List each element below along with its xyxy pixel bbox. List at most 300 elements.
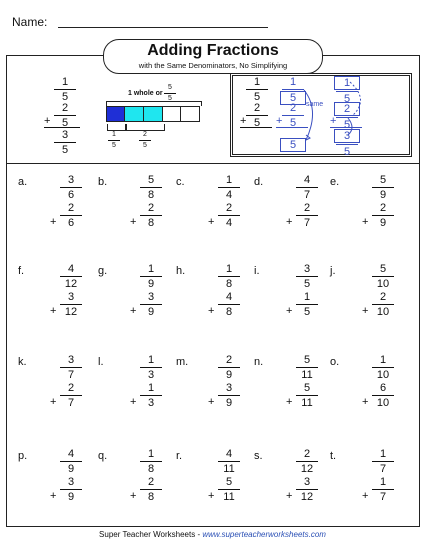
fraction-bar [218,215,240,216]
fraction [370,354,396,381]
denominator: 7 [67,397,75,409]
problem-label: d. [254,176,264,188]
problem-label: s. [254,450,263,462]
problem-label: k. [18,356,27,368]
denominator: 9 [147,278,155,290]
fraction-bar [139,140,151,141]
denominator: 8 [225,306,233,318]
denominator: 5 [303,278,311,290]
fraction-bar [60,461,82,462]
numerator: 2 [147,476,155,488]
numerator: 3 [303,263,311,275]
numerator: 4 [67,263,75,275]
answer-area[interactable] [370,506,398,528]
plus-sign: + [50,396,57,408]
answer-area[interactable] [58,412,86,434]
problem-label: f. [18,265,25,277]
bar-cell-empty [180,106,200,122]
fraction [370,174,396,201]
answer-area[interactable] [138,321,166,343]
arrow-result [348,118,352,135]
bar-mark-fraction [106,131,122,150]
denominator: 5 [253,117,261,129]
bar-cell-filled [124,106,144,122]
numerator: 3 [67,476,75,488]
problem-item [330,450,400,530]
denominator: 9 [225,397,233,409]
fraction-bar [218,489,240,490]
numerator: 4 [225,448,233,460]
numerator: 3 [147,291,155,303]
bar-label: 1 whole or [128,90,163,97]
plus-sign: + [276,115,283,127]
problem-item [18,265,88,345]
numerator: 4 [225,291,233,303]
name-field[interactable] [58,27,268,28]
answer-area[interactable] [138,232,166,254]
fraction [138,382,164,409]
denominator: 5 [343,93,351,105]
numerator: 3 [67,174,75,186]
problem-item [98,356,168,436]
plus-sign: + [330,115,337,127]
denominator: 12 [300,463,314,475]
numerator: 3 [67,291,75,303]
denominator: 6 [67,189,75,201]
plus-sign: + [130,305,137,317]
fraction [138,354,164,381]
fraction [216,448,242,475]
fraction [294,382,320,409]
denominator: 11 [301,369,313,381]
fraction-bar [164,93,176,94]
fraction [138,174,164,201]
fraction-bar [372,367,394,368]
answer-area[interactable] [294,321,322,343]
fraction [216,476,242,503]
denominator: 12 [64,306,78,318]
bar-brace [107,124,127,131]
answer-area[interactable] [138,412,166,434]
numerator: 1 [303,291,311,303]
fraction-bar [60,276,82,277]
fraction [294,202,320,229]
denominator: 10 [376,369,390,381]
problem-item [330,356,400,436]
denominator: 9 [225,369,233,381]
fraction [138,476,164,503]
fraction [216,202,242,229]
denominator: 12 [300,491,314,503]
fraction-bar [140,367,162,368]
answer-area[interactable] [294,506,322,528]
problem-label: o. [330,356,340,368]
denominator: 10 [376,278,390,290]
numerator: 1 [379,354,387,366]
fraction [370,202,396,229]
footer [0,530,425,539]
fraction [58,354,84,381]
problem-item [18,356,88,436]
answer-area[interactable] [58,321,86,343]
plus-sign: + [362,305,369,317]
numerator: 2 [253,102,261,114]
problem-label: h. [176,265,186,277]
numerator: 1 [147,382,155,394]
answer-area[interactable] [58,506,86,528]
problem-item [176,265,246,345]
plus-sign: + [286,305,293,317]
plus-sign: + [44,115,51,127]
numerator: 5 [168,84,172,91]
bar-mark-fraction [137,131,153,150]
plus-sign: + [362,216,369,228]
denominator: 10 [376,397,390,409]
denominator: 11 [301,397,313,409]
fraction-bar [140,461,162,462]
denominator: 5 [61,117,69,129]
answer-area[interactable] [370,321,398,343]
problem-item [254,176,324,256]
denominator: 5 [280,138,306,152]
bar-cell-filled [106,106,125,122]
fraction-bar [54,115,76,116]
fraction-bar [54,89,76,90]
numerator: 3 [334,129,360,143]
denominator: 9 [147,306,155,318]
denominator: 4 [225,217,233,229]
fraction-bar [140,395,162,396]
denominator: 7 [67,369,75,381]
numerator: 6 [379,382,387,394]
fraction-bar [372,395,394,396]
denominator: 7 [303,189,311,201]
fraction-bar [140,304,162,305]
numerator: 5 [379,263,387,275]
problem-label: q. [98,450,108,462]
fraction-bar [140,187,162,188]
denominator: 5 [343,146,351,158]
plus-sign: + [50,490,57,502]
numerator: 2 [379,291,387,303]
fraction-bar [296,304,318,305]
denominator: 6 [67,217,75,229]
fraction [216,291,242,318]
answer-area[interactable] [370,412,398,434]
title-box [103,39,323,74]
fraction-bar [108,140,120,141]
numerator: 2 [67,382,75,394]
numerator: 2 [61,102,69,114]
fraction-bar [218,276,240,277]
page-subtitle: with the Same Denominators, No Simplifying [138,61,288,70]
fraction-bar [54,142,76,143]
plus-sign: + [50,305,57,317]
fraction-bar [60,187,82,188]
numerator: 2 [147,202,155,214]
fraction [294,354,320,381]
numerator: 1 [225,263,233,275]
fraction [370,263,396,290]
fraction-bar [218,395,240,396]
numerator: 4 [303,174,311,186]
fraction [294,448,320,475]
fraction-bar [372,489,394,490]
answer-area[interactable] [370,232,398,254]
fraction [294,174,320,201]
denominator: 10 [376,306,390,318]
numerator: 4 [67,448,75,460]
fraction [294,263,320,290]
denominator: 5 [112,142,116,149]
denominator: 7 [379,491,387,503]
problem-label: r. [176,450,183,462]
fraction [58,476,84,503]
problem-item [98,450,168,530]
numerator: 2 [143,131,147,138]
numerator: 5 [303,354,311,366]
denominator: 9 [67,491,75,503]
denominator: 3 [147,397,155,409]
denominator: 5 [303,306,311,318]
numerator: 2 [289,102,297,114]
numerator: 2 [379,202,387,214]
problem-item [98,176,168,256]
plus-sign: + [362,490,369,502]
fraction [370,382,396,409]
sum-line [240,127,272,128]
numerator: 1 [334,76,360,90]
fraction [52,76,78,103]
fraction-bar [372,215,394,216]
same-note: same [306,101,324,108]
problem-label: g. [98,265,108,277]
problem-item [330,176,400,256]
denominator: 5 [143,142,147,149]
numerator: 1 [253,76,261,88]
bar-cell-filled [143,106,163,122]
denominator: 5 [280,91,306,105]
answer-area[interactable] [58,232,86,254]
fraction-bar [296,395,318,396]
numerator: 1 [147,354,155,366]
numerator: 2 [225,202,233,214]
fraction-bar [218,367,240,368]
denominator: 9 [379,217,387,229]
denominator: 8 [147,189,155,201]
plus-sign: + [286,490,293,502]
plus-sign: + [130,216,137,228]
numerator: 5 [379,174,387,186]
footer-url[interactable]: www.superteacherworksheets.com [202,530,326,539]
answer-area[interactable] [294,412,322,434]
fraction-bar [246,89,268,90]
problem-label: t. [330,450,337,462]
numerator: 2 [303,202,311,214]
denominator: 11 [223,491,235,503]
numerator: 1 [112,131,116,138]
fraction [216,354,242,381]
denominator: 5 [168,95,172,102]
denominator: 5 [343,119,351,131]
problem-item [176,356,246,436]
fraction-bar [296,187,318,188]
problem-item [18,176,88,256]
numerator: 1 [379,476,387,488]
fraction [294,476,320,503]
fraction [216,382,242,409]
page-title: Adding Fractions [147,42,279,59]
problem-label: e. [330,176,340,188]
denominator: 8 [147,491,155,503]
fraction-bar [218,187,240,188]
name-label: Name: [12,15,48,29]
problem-item [176,176,246,256]
fraction-bar [372,276,394,277]
denominator: 4 [225,189,233,201]
fraction-bar [246,115,268,116]
problem-item [254,450,324,530]
plus-sign: + [286,396,293,408]
numerator: 2 [225,354,233,366]
denominator: 8 [147,463,155,475]
bar-cell-empty [162,106,181,122]
problem-label: p. [18,450,28,462]
fraction-bar [372,187,394,188]
fraction-bar [296,367,318,368]
numerator: 1 [225,174,233,186]
denominator: 5 [253,91,261,103]
numerator: 3 [303,476,311,488]
problem-label: b. [98,176,108,188]
plus-sign: + [240,115,247,127]
problem-item [254,265,324,345]
problem-item [176,450,246,530]
fraction [58,382,84,409]
denominator: 8 [147,217,155,229]
fraction-bar [296,215,318,216]
fraction [58,174,84,201]
answer-area[interactable] [294,232,322,254]
fraction-bar [60,489,82,490]
fraction-bar [218,304,240,305]
fraction [138,448,164,475]
problem-item [98,265,168,345]
numerator: 1 [147,448,155,460]
fraction-bar [372,304,394,305]
fraction-bar [296,489,318,490]
denominator: 7 [379,463,387,475]
bar-brace [125,124,165,131]
fraction-bar [296,461,318,462]
fraction-bar [60,304,82,305]
numerator: 5 [303,382,311,394]
answer-area[interactable] [216,506,244,528]
fraction [244,102,270,129]
fraction [216,263,242,290]
numerator: 2 [67,202,75,214]
fraction [58,202,84,229]
numerator: 3 [67,354,75,366]
fraction [58,291,84,318]
answer-area[interactable] [216,321,244,343]
arrow-same-denominator [304,90,313,140]
fraction-bar [296,276,318,277]
fraction-bar [140,489,162,490]
fraction [294,291,320,318]
denominator: 7 [303,217,311,229]
plus-sign: + [130,490,137,502]
fraction [370,448,396,475]
fraction [138,291,164,318]
numerator: 1 [379,448,387,460]
denominator: 11 [223,463,235,475]
numerator: 3 [61,129,69,141]
fraction [216,174,242,201]
numerator: 2 [303,448,311,460]
plus-sign: + [208,305,215,317]
denominator: 5 [61,144,69,156]
fraction-bar [60,367,82,368]
plus-sign: + [208,490,215,502]
answer-area[interactable] [216,232,244,254]
fraction [138,202,164,229]
problem-label: c. [176,176,185,188]
problem-label: j. [330,265,336,277]
fraction [244,76,270,103]
fraction-bar [372,461,394,462]
header-divider [6,163,420,164]
numerator: 3 [225,382,233,394]
denominator: 5 [61,91,69,103]
plus-sign: + [130,396,137,408]
denominator: 12 [64,278,78,290]
problem-label: l. [98,356,104,368]
denominator: 5 [289,117,297,129]
fraction [370,291,396,318]
problem-item [254,356,324,436]
example-arrows [290,80,370,152]
problem-label: a. [18,176,28,188]
fraction-bar [140,276,162,277]
denominator: 8 [225,278,233,290]
numerator: 1 [289,76,297,88]
fraction [370,476,396,503]
fraction-bar [140,215,162,216]
fraction [58,263,84,290]
denominator: 9 [379,189,387,201]
numerator: 1 [147,263,155,275]
problem-item [330,265,400,345]
fraction [52,129,78,156]
plus-sign: + [208,396,215,408]
footer-text: Super Teacher Worksheets - [99,530,203,539]
answer-area[interactable] [216,412,244,434]
numerator: 2 [334,102,360,116]
arrow-add-numerators [350,82,361,116]
fraction [52,102,78,129]
fraction-bar [60,395,82,396]
problem-label: n. [254,356,264,368]
plus-sign: + [286,216,293,228]
numerator: 1 [61,76,69,88]
fraction [58,448,84,475]
numerator: 5 [147,174,155,186]
numerator: 5 [225,476,233,488]
answer-area[interactable] [138,506,166,528]
problem-label: m. [176,356,189,368]
fraction [138,263,164,290]
